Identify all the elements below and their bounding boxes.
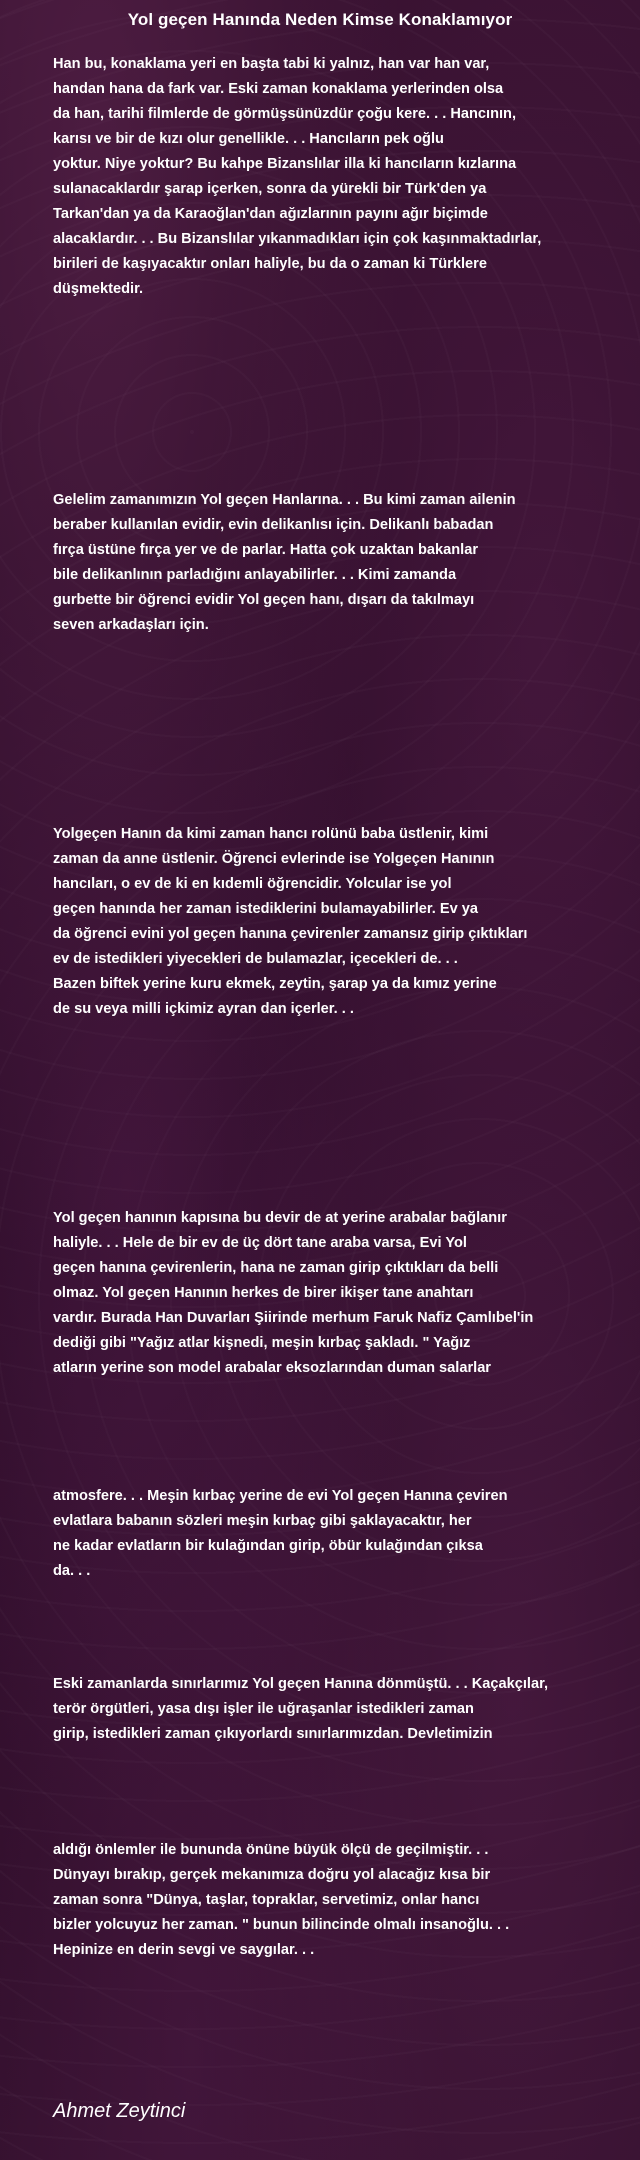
poem-author: Ahmet Zeytinci [53,2100,186,2122]
text-line: sulanacaklardır şarap içerken, sonra da yürekli bir Türk'den ya [53,181,487,197]
paragraph-3 [53,822,613,1022]
text-line: Dünyayı bırakıp, gerçek mekanımıza doğru yol alacağız kısa bir [53,1867,491,1883]
text-line: aldığı önlemler ile bununda önüne büyük ölçü de geçilmiştir. . . [53,1842,489,1858]
text-line: Gelelim zamanımızın Yol geçen Hanlarına. . . Bu kimi zaman ailenin [53,492,516,508]
text-line: Hepinize en derin sevgi ve saygılar. . . [53,1942,315,1958]
poem-title: Yol geçen Hanında Neden Kimse Konaklamıyor [127,10,513,29]
text-line: fırça üstüne fırça yer ve de parlar. Hatta çok uzaktan bakanlar [53,542,479,558]
paragraph-5 [53,1484,613,1584]
text-line: ne kadar evlatların bir kulağından girip, öbür kulağından çıksa [53,1538,483,1554]
text-line: da. . . [53,1563,91,1579]
text-line: atmosfere. . . Meşin kırbaç yerine de evi Yol geçen Hanına çeviren [53,1488,508,1504]
text-line: Yol geçen hanının kapısına bu devir de at yerine arabalar bağlanır [53,1210,507,1226]
paragraph-1 [53,52,613,302]
text-line: seven arkadaşları için. [53,617,209,633]
text-line: karısı ve bir de kızı olur genellikle. . . Hancıların pek oğlu [53,131,444,147]
text-line: gurbette bir öğrenci evidir Yol geçen hanı, dışarı da takılmayı [53,592,475,608]
text-line: ev de istedikleri yiyecekleri de bulamazlar, içecekleri de. . . [53,951,458,967]
text-line: da han, tarihi filmlerde de görmüşsünüzdür çoğu kere. . . Hancının, [53,106,517,122]
text-line: geçen hanına çevirenlerin, hana ne zaman girip çıktıkları da belli [53,1260,499,1276]
text-line: terör örgütleri, yasa dışı işler ile uğraşanlar istedikleri zaman [53,1701,474,1717]
text-line: dediği gibi "Yağız atlar kişnedi, meşin kırbaç şakladı. " Yağız [53,1335,471,1351]
text-line: da öğrenci evini yol geçen hanına çevirenler zamansız girip çıktıkları [53,926,528,942]
text-line: düşmektedir. [53,281,144,297]
text-line: evlatlara babanın sözleri meşin kırbaç gibi şaklayacaktır, her [53,1513,472,1529]
text-line: atların yerine son model arabalar eksozlarından duman salarlar [53,1360,491,1376]
paragraph-2 [53,488,613,638]
text-line: bizler yolcuyuz her zaman. " bunun bilincinde olmalı insanoğlu. . . [53,1917,510,1933]
text-line: zaman sonra "Dünya, taşlar, topraklar, servetimiz, onlar hancı [53,1892,480,1908]
text-line: bile delikanlının parladığını anlayabilirler. . . Kimi zamanda [53,567,457,583]
text-line: zaman da anne üstlenir. Öğrenci evlerinde ise Yolgeçen Hanının [53,851,495,867]
text-line: Eski zamanlarda sınırlarımız Yol geçen Hanına dönmüştü. . . Kaçakçılar, [53,1676,549,1692]
text-line: Tarkan'dan ya da Karaoğlan'dan ağızlarının payını ağır biçimde [53,206,488,222]
text-line: olmaz. Yol geçen Hanının herkes de birer ikişer tane anahtarı [53,1285,474,1301]
text-line: handan hana da fark var. Eski zaman konaklama yerlerinden olsa [53,81,504,97]
text-line: geçen hanında her zaman istediklerini bulamayabilirler. Ev ya [53,901,479,917]
text-line: haliyle. . . Hele de bir ev de üç dört tane araba varsa, Evi Yol [53,1235,467,1251]
text-line: vardır. Burada Han Duvarları Şiirinde merhum Faruk Nafiz Çamlıbel'in [53,1310,534,1326]
text-line: hancıları, o ev de ki en kıdemli öğrencidir. Yolcular ise yol [53,876,452,892]
text-line: de su veya milli içkimiz ayran dan içerler. . . [53,1001,354,1017]
text-line: beraber kullanılan evidir, evin delikanlısı için. Delikanlı babadan [53,517,494,533]
text-line: Bazen biftek yerine kuru ekmek, zeytin, şarap ya da kımız yerine [53,976,497,992]
paragraph-7 [53,1838,613,1963]
text-line: girip, istedikleri zaman çıkıyorlardı sınırlarımızdan. Devletimizin [53,1726,493,1742]
text-line: alacaklardır. . . Bu Bizanslılar yıkanmadıkları için çok kaşınmaktadırlar, [53,231,542,247]
text-line: birileri de kaşıyacaktır onları haliyle, bu da o zaman ki Türklere [53,256,487,272]
text-line: yoktur. Niye yoktur? Bu kahpe Bizanslılar illa ki hancıların kızlarına [53,156,517,172]
text-line: Yolgeçen Hanın da kimi zaman hancı rolünü baba üstlenir, kimi [53,826,489,842]
text-line: Han bu, konaklama yeri en başta tabi ki yalnız, han var han var, [53,56,490,72]
paragraph-4 [53,1206,613,1381]
paragraph-6 [53,1672,613,1747]
